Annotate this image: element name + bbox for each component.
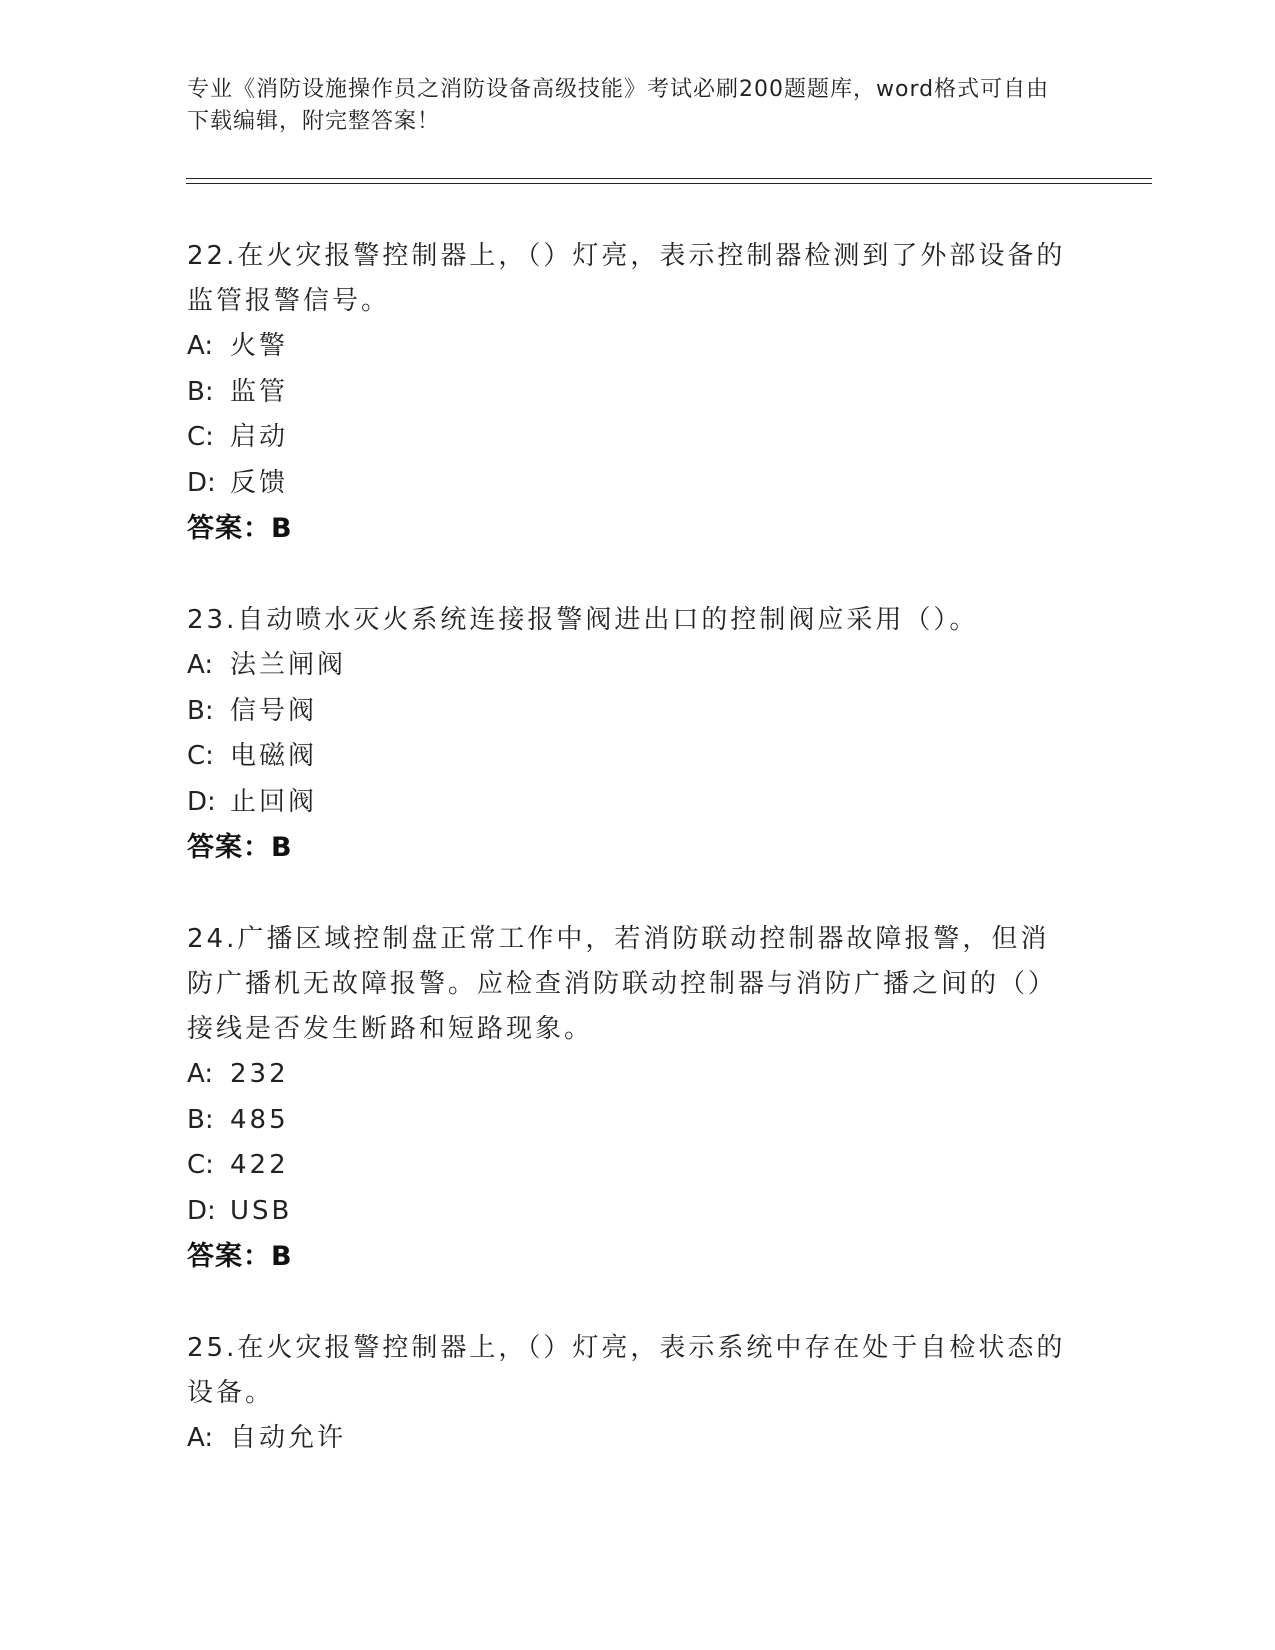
option-label: A: [187,1423,214,1453]
option-a [187,643,1077,689]
header-divider-bottom [186,183,1152,184]
option-b [187,689,1077,735]
option-a [187,1052,1077,1098]
question-25 [187,1326,1077,1462]
answer: 答案：B [187,1241,293,1272]
option-label: A: [187,650,214,680]
header-divider-top [186,178,1152,179]
answer: 答案：B [187,832,293,863]
option-label: A: [187,1059,214,1089]
option-text: 火警 [230,331,289,361]
option-label: D: [187,467,216,498]
option-text: 电磁阀 [230,741,318,771]
question-text: 23.自动喷水灭火系统连接报警阀进出口的控制阀应采用（）。 [187,605,979,635]
option-label: A: [187,331,214,361]
option-text: 监管 [230,376,289,407]
option-text: 反馈 [230,467,289,498]
option-text: 法兰闸阀 [230,650,347,680]
option-label: B: [187,695,214,726]
question-23 [187,598,1077,870]
option-text: 485 [230,1104,289,1135]
option-label: D: [187,786,216,817]
question-22 [187,234,1077,551]
question-text: 24.广播区域控制盘正常工作中，若消防联动控制器故障报警，但消防广播机无故障报警。应检查消防联动控制器与消防广播之间的（）接线是否发生断路和短路现象。 [187,924,1058,1044]
option-text: USB [230,1195,293,1226]
question-text: 25.在火灾报警控制器上，（）灯亮，表示系统中存在处于自检状态的设备。 [187,1333,1066,1408]
option-text: 232 [230,1059,289,1089]
option-c [187,734,1077,780]
question-text: 22.在火灾报警控制器上，（）灯亮，表示控制器检测到了外部设备的监管报警信号。 [187,241,1066,316]
option-label: C: [187,422,214,452]
option-a [187,1416,1077,1462]
option-a [187,324,1077,370]
option-text: 422 [230,1150,289,1180]
option-b [187,1098,1077,1144]
option-c [187,1143,1077,1189]
option-label: B: [187,376,214,407]
option-c [187,415,1077,461]
option-text: 信号阀 [230,695,318,726]
option-label: C: [187,1150,214,1180]
option-label: B: [187,1104,214,1135]
option-text: 启动 [230,422,289,452]
question-24 [187,917,1077,1279]
option-label: C: [187,741,214,771]
option-b [187,370,1077,416]
option-text: 自动允许 [230,1423,347,1453]
option-d [187,461,1077,507]
option-label: D: [187,1195,216,1226]
answer: 答案：B [187,513,293,544]
option-d [187,780,1077,826]
option-text: 止回阀 [230,786,318,817]
document-header: 专业《消防设施操作员之消防设备高级技能》考试必刷200题题库，word格式可自由下载编辑，附完整答案！ [187,77,1050,134]
option-d [187,1189,1077,1235]
